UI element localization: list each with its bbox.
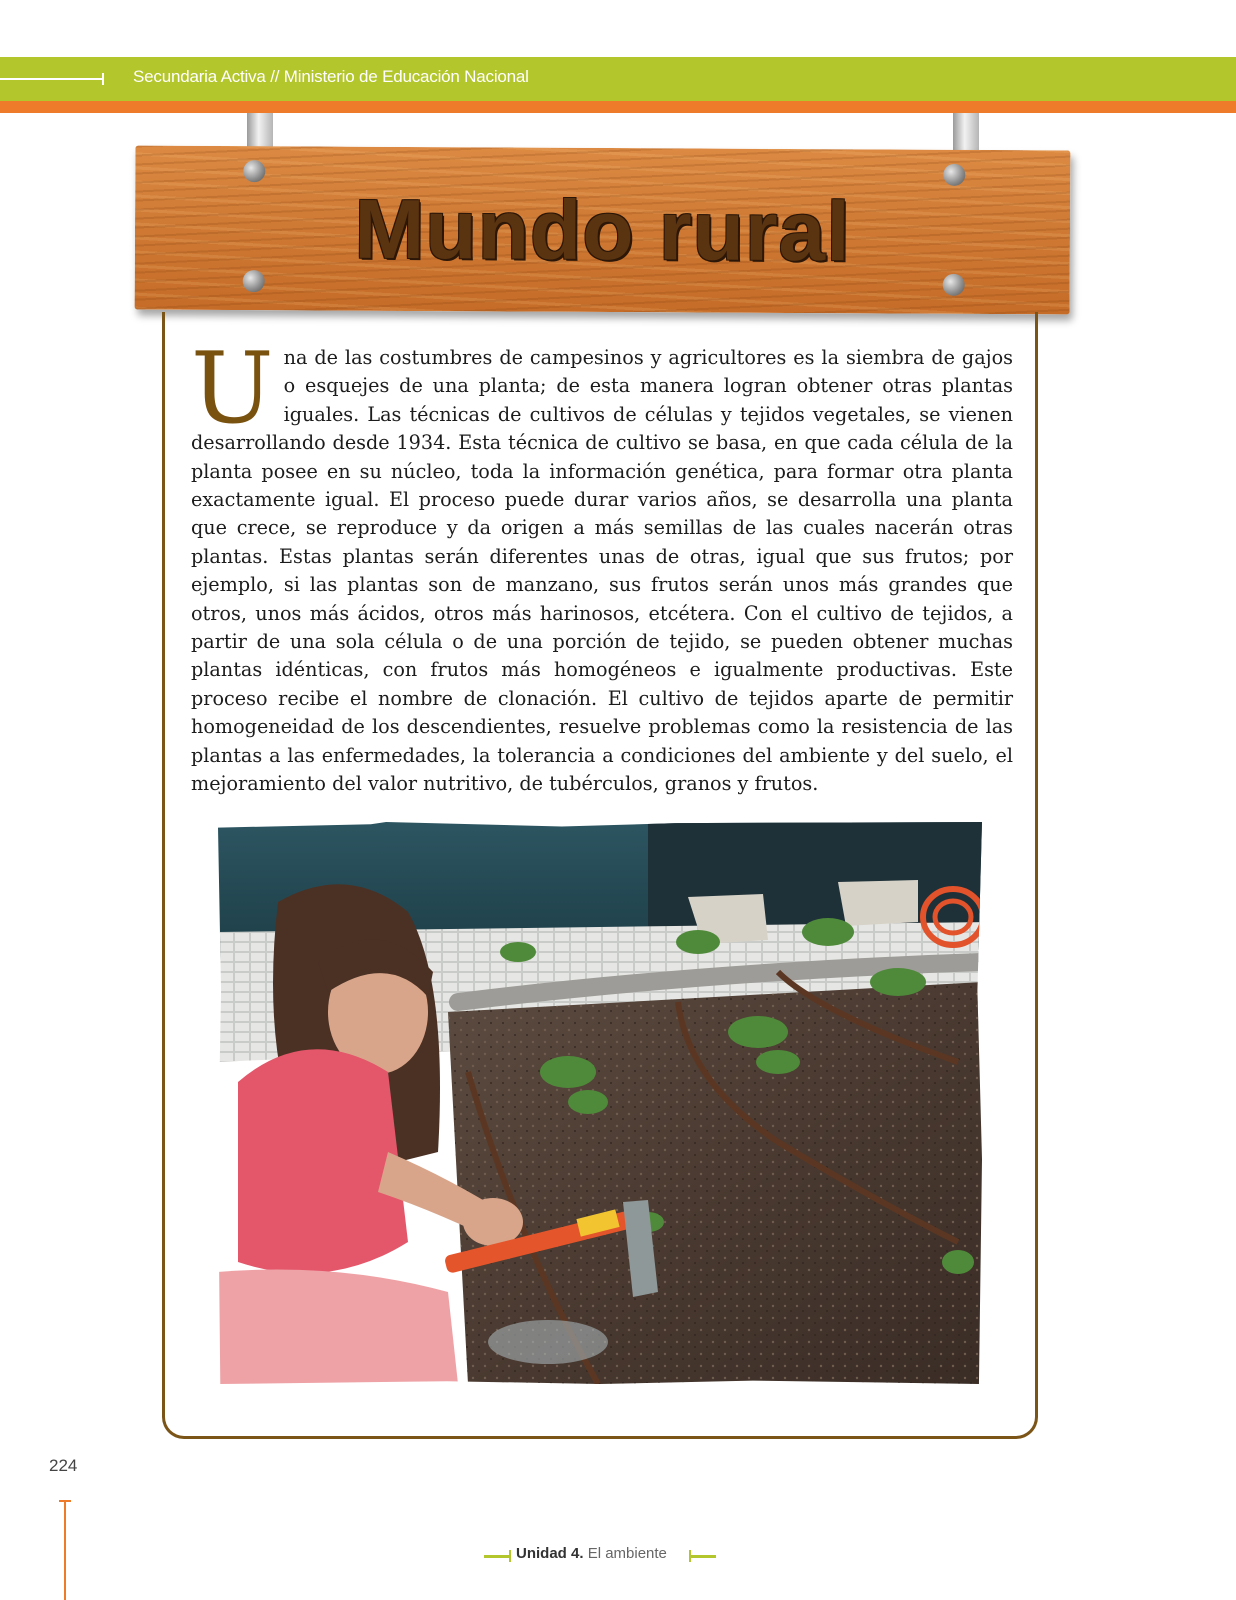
wheelbarrow xyxy=(838,880,918,926)
wooden-sign xyxy=(135,146,1071,315)
bolt-icon xyxy=(943,164,965,186)
header-accent-bar xyxy=(0,101,1236,113)
article-body xyxy=(191,332,1013,799)
unit-title: El ambiente xyxy=(587,1545,667,1562)
article-text: na de las costumbres de campesinos y agricultores es la siembra de gajos o esquejes de una planta; de esta manera logran obtener otras plantas iguales. Las técnicas de cultivos de células y tejidos vegetales, se vienen desarrollando desde 1934. Esta técnica de cultivo se basa, en que cada célula de la planta posee en su núcleo, toda la información genética, para formar otra planta exactamente igual. El proceso puede durar varios años, se desarrolla una planta que crece, se reproduce y da origen a más semillas de las cuales nacerán otras plantas. Estas plantas serán diferentes unas de otras, igual que sus frutos; por ejemplo, si las plantas son de manzano, sus frutos serán unos más grandes que otros, unos más ácidos, otros más harinosos, etcétera. Con el cultivo de tejidos, a partir de una sola célula o de una porción de tejido, se pueden obtener muchas plantas idénticas, con frutos más homogéneos e igualmente productivas. Este proceso recibe el nombre de clonación. El cultivo de tejidos aparte de permitir homogeneidad de los descendientes, resuelve problemas como la resistencia de las plantas a las enfermedades, la tolerancia a condiciones del ambiente y del suelo, el mejoramiento del valor nutritivo, de tubérculos, granos y frutos. xyxy=(191,346,1013,796)
pink-shirt xyxy=(238,1049,408,1273)
header-title: Secundaria Activa // Ministerio de Educación Nacional xyxy=(133,67,529,86)
margin-rule xyxy=(64,1500,66,1600)
page-title: Mundo rural xyxy=(354,181,851,279)
footer-rule-tick xyxy=(509,1550,511,1562)
footer-rule-right xyxy=(689,1555,716,1558)
header-rule-tick xyxy=(102,73,104,85)
footer-unit xyxy=(516,1545,667,1562)
girl-gardening-photo xyxy=(218,822,982,1384)
footer-rule-left xyxy=(484,1555,511,1558)
bolt-icon xyxy=(243,160,265,182)
drop-cap: U xyxy=(191,332,274,446)
page-number: 224 xyxy=(49,1456,78,1475)
unit-label: Unidad 4. xyxy=(516,1545,584,1562)
header-rule xyxy=(0,78,104,80)
